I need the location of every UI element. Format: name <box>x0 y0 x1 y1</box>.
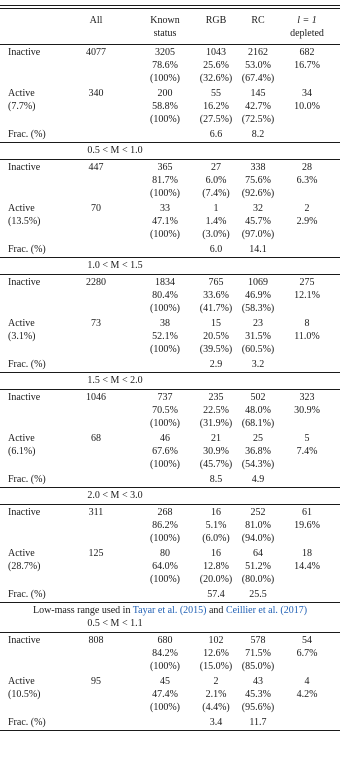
cell-rc: 42.7% <box>245 101 271 112</box>
cell-l1: 28 <box>302 162 312 173</box>
frac-rc: 3.2 <box>251 359 265 370</box>
section-rule <box>0 274 340 275</box>
cell-rc: (68.1%) <box>241 418 275 429</box>
cell-rc: 53.0% <box>245 60 271 71</box>
row-sublabel: (6.1%) <box>8 446 36 457</box>
cell-all: 340 <box>88 88 104 99</box>
bottom-rule <box>0 730 340 731</box>
cell-all: 447 <box>88 162 104 173</box>
cell-rgb: 20.5% <box>203 331 229 342</box>
cell-rgb: (15.0%) <box>199 661 233 672</box>
frac-label: Frac. (%) <box>8 244 46 255</box>
header-l1: l = 1 <box>297 15 317 26</box>
cell-rgb: 16 <box>211 548 221 559</box>
frac-label: Frac. (%) <box>8 589 46 600</box>
cell-l1: 61 <box>302 507 312 518</box>
cell-l1: 4.2% <box>296 689 318 700</box>
mass-range-header: 0.5 < M < 1.0 <box>87 145 143 156</box>
cell-l1: 54 <box>302 635 312 646</box>
cell-rc: 25 <box>253 433 263 444</box>
cell-all: 808 <box>88 635 104 646</box>
cell-rc: 45.3% <box>245 689 271 700</box>
cell-rgb: 12.6% <box>203 648 229 659</box>
cell-rgb: (27.5%) <box>199 114 233 125</box>
cell-rgb: 22.5% <box>203 405 229 416</box>
citation-link[interactable]: Tayar et al. (2015) <box>132 605 207 616</box>
cell-l1: 6.7% <box>296 648 318 659</box>
note-text: and <box>206 605 226 616</box>
row-label: Inactive <box>8 635 41 646</box>
cell-rgb: 1 <box>213 203 219 214</box>
cell-l1: 323 <box>299 392 315 403</box>
header-depleted: depleted <box>290 28 324 39</box>
cell-known: 33 <box>160 203 170 214</box>
frac-rgb: 6.6 <box>209 129 223 140</box>
top-rule-double <box>0 8 340 9</box>
cell-known: 67.6% <box>152 446 178 457</box>
header-rgb: RGB <box>205 15 227 26</box>
cell-rgb: 30.9% <box>203 446 229 457</box>
cell-rgb: 33.6% <box>203 290 229 301</box>
header-rc: RC <box>251 15 265 26</box>
cell-known: 78.6% <box>152 60 178 71</box>
cell-rc: 64 <box>253 548 263 559</box>
section-rule <box>0 257 340 258</box>
cell-rgb: 16 <box>211 507 221 518</box>
cell-rgb: 15 <box>211 318 221 329</box>
cell-rgb: (4.4%) <box>202 702 230 713</box>
cell-l1: 12.1% <box>294 290 320 301</box>
cell-known: (100%) <box>150 344 180 355</box>
cell-l1: 6.3% <box>296 175 318 186</box>
cell-rc: 45.7% <box>245 216 271 227</box>
cell-l1: 2.9% <box>296 216 318 227</box>
cell-known: 80 <box>160 548 170 559</box>
cell-all: 2280 <box>86 277 106 288</box>
cell-l1: 682 <box>299 47 315 58</box>
cell-rgb: (32.6%) <box>199 73 233 84</box>
cell-known: 1834 <box>155 277 175 288</box>
section-note <box>0 604 340 618</box>
cell-rc: (67.4%) <box>241 73 275 84</box>
cell-all: 125 <box>88 548 104 559</box>
cell-known: 52.1% <box>152 331 178 342</box>
cell-rc: 75.6% <box>245 175 271 186</box>
cell-l1: 275 <box>299 277 315 288</box>
cell-known: 70.5% <box>152 405 178 416</box>
row-label: Active <box>8 88 35 99</box>
row-label: Active <box>8 318 35 329</box>
frac-label: Frac. (%) <box>8 474 46 485</box>
cell-known: (100%) <box>150 661 180 672</box>
cell-rc: 2162 <box>248 47 268 58</box>
cell-all: 1046 <box>86 392 106 403</box>
cell-rc: 32 <box>253 203 263 214</box>
cell-rc: (80.0%) <box>241 574 275 585</box>
cell-l1: 19.6% <box>294 520 320 531</box>
row-sublabel: (13.5%) <box>8 216 41 227</box>
cell-rgb: 1043 <box>206 47 226 58</box>
cell-rc: (72.5%) <box>241 114 275 125</box>
cell-rc: (60.5%) <box>241 344 275 355</box>
cell-known: (100%) <box>150 459 180 470</box>
cell-rgb: (3.0%) <box>202 229 230 240</box>
cell-rc: 145 <box>250 88 266 99</box>
cell-rc: 252 <box>250 507 266 518</box>
mass-range-header: 1.0 < M < 1.5 <box>87 260 143 271</box>
table-header <box>0 12 340 42</box>
row-sublabel: (10.5%) <box>8 689 41 700</box>
frac-rgb: 57.4 <box>207 589 225 600</box>
cell-l1: 18 <box>302 548 312 559</box>
cell-all: 73 <box>91 318 101 329</box>
section-rule <box>0 504 340 505</box>
cell-rc: 23 <box>253 318 263 329</box>
cell-l1: 2 <box>304 203 310 214</box>
cell-rgb: 765 <box>208 277 224 288</box>
cell-known: (100%) <box>150 418 180 429</box>
section-rule <box>0 159 340 160</box>
cell-known: 58.8% <box>152 101 178 112</box>
cell-l1: 10.0% <box>294 101 320 112</box>
row-sublabel: (7.7%) <box>8 101 36 112</box>
frac-rgb: 6.0 <box>209 244 223 255</box>
top-rule <box>0 5 340 6</box>
cell-known: 80.4% <box>152 290 178 301</box>
cell-rgb: (39.5%) <box>199 344 233 355</box>
cell-known: 64.0% <box>152 561 178 572</box>
row-label: Inactive <box>8 277 41 288</box>
cell-all: 95 <box>91 676 101 687</box>
cell-rgb: (45.7%) <box>199 459 233 470</box>
cell-rc: 43 <box>253 676 263 687</box>
row-label: Inactive <box>8 507 41 518</box>
cell-rgb: 16.2% <box>203 101 229 112</box>
cell-rc: (95.6%) <box>241 702 275 713</box>
frac-label: Frac. (%) <box>8 717 46 728</box>
mass-range-header: 1.5 < M < 2.0 <box>87 375 143 386</box>
cell-rgb: 27 <box>211 162 221 173</box>
cell-known: (100%) <box>150 574 180 585</box>
header-rule <box>0 44 340 45</box>
cell-rc: (54.3%) <box>241 459 275 470</box>
cell-l1: 34 <box>302 88 312 99</box>
cell-known: (100%) <box>150 303 180 314</box>
cell-all: 4077 <box>86 47 106 58</box>
header-known-status: status <box>153 28 177 39</box>
cell-rgb: (6.0%) <box>202 533 230 544</box>
cell-rc: 51.2% <box>245 561 271 572</box>
cell-known: 47.4% <box>152 689 178 700</box>
cell-rgb: 2 <box>213 676 219 687</box>
mass-range-header: 0.5 < M < 1.1 <box>87 618 143 629</box>
row-label: Active <box>8 548 35 559</box>
cell-rc: (92.6%) <box>241 188 275 199</box>
cell-l1: 4 <box>304 676 310 687</box>
section-rule <box>0 389 340 390</box>
frac-rgb: 8.5 <box>209 474 223 485</box>
cell-known: (100%) <box>150 702 180 713</box>
frac-rc: 8.2 <box>251 129 265 140</box>
cell-rgb: 6.0% <box>205 175 227 186</box>
cell-rc: 578 <box>250 635 266 646</box>
cell-known: 680 <box>157 635 173 646</box>
section-rule <box>0 602 340 603</box>
row-label: Inactive <box>8 47 41 58</box>
cell-l1: 11.0% <box>294 331 320 342</box>
cell-rc: 71.5% <box>245 648 271 659</box>
cell-all: 68 <box>91 433 101 444</box>
frac-rc: 25.5 <box>249 589 267 600</box>
cell-known: 268 <box>157 507 173 518</box>
note-text: Low-mass range used in <box>32 605 133 616</box>
cell-rgb: 12.8% <box>203 561 229 572</box>
mass-range-header: 2.0 < M < 3.0 <box>87 490 143 501</box>
cell-rc: 338 <box>250 162 266 173</box>
row-sublabel: (3.1%) <box>8 331 36 342</box>
cell-known: 47.1% <box>152 216 178 227</box>
cell-known: 84.2% <box>152 648 178 659</box>
cell-l1: 7.4% <box>296 446 318 457</box>
cell-rc: (97.0%) <box>241 229 275 240</box>
cell-rgb: 55 <box>211 88 221 99</box>
cell-rgb: 5.1% <box>205 520 227 531</box>
cell-rc: (58.3%) <box>241 303 275 314</box>
cell-rc: 502 <box>250 392 266 403</box>
frac-rgb: 3.4 <box>209 717 223 728</box>
cell-known: 86.2% <box>152 520 178 531</box>
frac-rc: 4.9 <box>251 474 265 485</box>
cell-known: (100%) <box>150 188 180 199</box>
cell-known: 38 <box>160 318 170 329</box>
section-rule <box>0 372 340 373</box>
cell-l1: 30.9% <box>294 405 320 416</box>
cell-rc: 1069 <box>248 277 268 288</box>
cell-rgb: 235 <box>208 392 224 403</box>
section-rule <box>0 142 340 143</box>
cell-known: (100%) <box>150 533 180 544</box>
frac-label: Frac. (%) <box>8 129 46 140</box>
cell-l1: 8 <box>304 318 310 329</box>
row-label: Active <box>8 433 35 444</box>
row-label: Inactive <box>8 162 41 173</box>
cell-known: 45 <box>160 676 170 687</box>
frac-rgb: 2.9 <box>209 359 223 370</box>
cell-known: 3205 <box>155 47 175 58</box>
header-known: Known <box>150 15 180 26</box>
cell-known: 200 <box>157 88 173 99</box>
section-rule <box>0 632 340 633</box>
cell-known: (100%) <box>150 73 180 84</box>
cell-rgb: 1.4% <box>205 216 227 227</box>
cell-known: 46 <box>160 433 170 444</box>
frac-rc: 11.7 <box>249 717 267 728</box>
cell-known: 365 <box>157 162 173 173</box>
row-label: Active <box>8 676 35 687</box>
cell-rgb: (41.7%) <box>199 303 233 314</box>
cell-all: 311 <box>88 507 104 518</box>
row-label: Inactive <box>8 392 41 403</box>
section-rule <box>0 487 340 488</box>
cell-rc: 48.0% <box>245 405 271 416</box>
cell-rgb: 25.6% <box>203 60 229 71</box>
cell-rgb: 21 <box>211 433 221 444</box>
frac-rc: 14.1 <box>249 244 267 255</box>
cell-l1: 14.4% <box>294 561 320 572</box>
cell-rc: 46.9% <box>245 290 271 301</box>
cell-rc: (94.0%) <box>241 533 275 544</box>
cell-rgb: 102 <box>208 635 224 646</box>
cell-known: (100%) <box>150 114 180 125</box>
cell-rgb: (20.0%) <box>199 574 233 585</box>
cell-rgb: 2.1% <box>205 689 227 700</box>
cell-known: 81.7% <box>152 175 178 186</box>
cell-rgb: (31.9%) <box>199 418 233 429</box>
frac-label: Frac. (%) <box>8 359 46 370</box>
cell-rc: 36.8% <box>245 446 271 457</box>
citation-link[interactable]: Ceillier et al. (2017) <box>225 605 308 616</box>
row-sublabel: (28.7%) <box>8 561 41 572</box>
cell-known: (100%) <box>150 229 180 240</box>
header-all: All <box>89 15 103 26</box>
cell-rc: (85.0%) <box>241 661 275 672</box>
cell-rgb: (7.4%) <box>202 188 230 199</box>
cell-known: 737 <box>157 392 173 403</box>
cell-rc: 81.0% <box>245 520 271 531</box>
cell-all: 70 <box>91 203 101 214</box>
cell-l1: 5 <box>304 433 310 444</box>
row-label: Active <box>8 203 35 214</box>
cell-l1: 16.7% <box>294 60 320 71</box>
cell-rc: 31.5% <box>245 331 271 342</box>
